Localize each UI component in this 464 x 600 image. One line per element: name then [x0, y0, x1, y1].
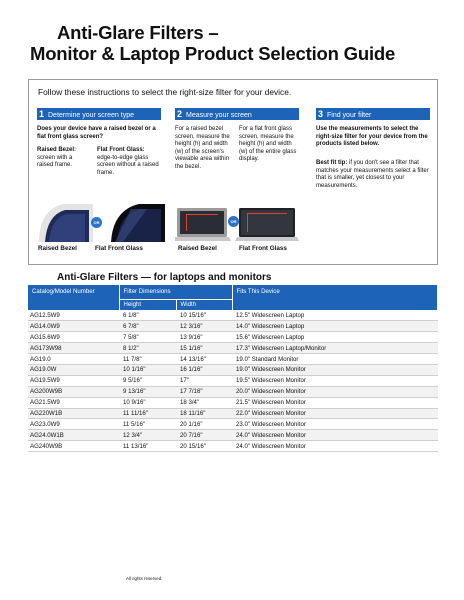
step-2-raised-text: For a raised bezel screen, measure the height (h) and width (w) of the screen's viewable area within the bezel. [175, 126, 230, 170]
cell-model: AG14.0W9 [28, 321, 119, 332]
step-1-raised-text: screen with a raised frame. [37, 154, 73, 169]
table-row [28, 441, 438, 452]
step-2-caption-flat: Flat Front Glass [239, 245, 287, 252]
cell-width: 16 1/16" [176, 364, 232, 375]
step-3-tip-title: Best fit tip: [316, 160, 348, 166]
step-3-tip-text: if you don't see a filter that matches your measurements select a filter that is smaller, yet closest to your measurements. [316, 160, 429, 189]
cell-model: AG12.5W9 [28, 310, 119, 321]
table-row [28, 332, 438, 343]
cell-model: AG200W9B [28, 386, 119, 397]
table-row [28, 408, 438, 419]
cell-height: 6 7/8" [119, 321, 176, 332]
cell-width: 10 15/16" [176, 310, 232, 321]
header-dimensions: Filter Dimensions [119, 285, 232, 299]
step-3-number: 3 [317, 109, 323, 119]
cell-model: AG23.0W9 [28, 419, 119, 430]
instructions-box [28, 79, 438, 265]
cell-fits: 23.0" Widescreen Monitor [232, 419, 438, 430]
title-line-2: Monitor & Laptop Product Selection Guide [30, 43, 396, 64]
cell-height: 11 5/16" [119, 419, 176, 430]
cell-height: 9 13/16" [119, 386, 176, 397]
cell-fits: 19.0" Standard Monitor [232, 354, 438, 365]
cell-height: 11 7/8" [119, 354, 176, 365]
table-row [28, 310, 438, 321]
cell-height: 10 1/16" [119, 364, 176, 375]
step-2-caption-raised: Raised Bezel [178, 245, 217, 252]
cell-width: 14 13/16" [176, 354, 232, 365]
cell-model: AG15.6W9 [28, 332, 119, 343]
step-3-label: Find your filter [327, 112, 372, 119]
cell-fits: 21.5" Widescreen Monitor [232, 397, 438, 408]
title-line-1: Anti-Glare Filters – [57, 22, 219, 43]
step-1-caption-raised: Raised Bezel [38, 245, 77, 252]
table-row [28, 397, 438, 408]
step-2-label: Measure your screen [186, 112, 252, 119]
table-row [28, 321, 438, 332]
step-1-or-badge: OR [91, 217, 102, 228]
cell-height: 8 1/2" [119, 343, 176, 354]
cell-model: AG173W98 [28, 343, 119, 354]
flat-glass-laptop-image [235, 208, 299, 241]
step-1-caption-flat: Flat Front Glass [95, 245, 143, 252]
step-2-flat-text: For a flat front glass screen, measure the height (h) and width (w) of the entire glass display. [239, 126, 297, 163]
raised-bezel-laptop-image [175, 208, 231, 241]
table-row [28, 430, 438, 441]
header-model: Catalog/Model Number [28, 285, 119, 310]
table-row [28, 419, 438, 430]
cell-fits: 15.6" Widescreen Laptop [232, 332, 438, 343]
cell-fits: 19.5" Widescreen Monitor [232, 375, 438, 386]
cell-width: 17 7/16" [176, 386, 232, 397]
instructions-intro: Follow these instructions to select the right-size filter for your device. [38, 87, 292, 97]
step-1-raised-title: Raised Bezel: [37, 147, 77, 153]
cell-height: 11 13/16" [119, 441, 176, 452]
table-row [28, 343, 438, 354]
cell-width: 15 1/16" [176, 343, 232, 354]
cell-model: AG240W9B [28, 441, 119, 452]
flat-glass-image [111, 204, 165, 242]
laptop-measure-illustration [175, 207, 301, 243]
cell-width: 20 7/16" [176, 430, 232, 441]
step-2-number: 2 [176, 109, 182, 119]
table-row [28, 364, 438, 375]
cell-model: AG19.5W9 [28, 375, 119, 386]
step-1-question: Does your device have a raised bezel or a flat front glass screen? [37, 126, 156, 140]
cell-height: 7 5/8" [119, 332, 176, 343]
step-1-header [37, 108, 161, 120]
table-row [28, 375, 438, 386]
cell-fits: 22.0" Widescreen Monitor [232, 408, 438, 419]
step-3-text: Use the measurements to select the right-size filter for your device from the products listed below. [316, 126, 428, 148]
cell-height: 9 5/16" [119, 375, 176, 386]
header-height: Height [119, 299, 176, 310]
table-title: Anti-Glare Filters — for laptops and monitors [57, 272, 272, 283]
cell-fits: 20.0" Widescreen Monitor [232, 386, 438, 397]
cell-height: 6 1/8" [119, 310, 176, 321]
cell-fits: 19.0" Widescreen Monitor [232, 364, 438, 375]
step-2-or-badge: OR [228, 216, 239, 227]
step-1-label: Determine your screen type [48, 112, 134, 119]
products-table [28, 285, 438, 452]
cell-model: AG220W1B [28, 408, 119, 419]
cell-model: AG19.0 [28, 354, 119, 365]
cell-fits: 14.0" Widescreen Laptop [232, 321, 438, 332]
step-2-header [175, 108, 299, 120]
cell-fits: 24.0" Widescreen Monitor [232, 441, 438, 452]
header-width: Width [176, 299, 232, 310]
page-title [30, 22, 450, 64]
header-fits: Fits This Device [232, 285, 438, 310]
table-row [28, 354, 438, 365]
table-row [28, 386, 438, 397]
cell-width: 17" [176, 375, 232, 386]
cell-width: 20 15/16" [176, 441, 232, 452]
cell-fits: 24.0" Widescreen Monitor [232, 430, 438, 441]
cell-fits: 17.3" Widescreen Laptop/Monitor [232, 343, 438, 354]
cell-fits: 12.5" Widescreen Laptop [232, 310, 438, 321]
cell-height: 10 9/16" [119, 397, 176, 408]
raised-bezel-image [39, 204, 93, 242]
cell-height: 11 11/16" [119, 408, 176, 419]
step-1-flat-desc [97, 147, 159, 177]
cell-height: 12 3/4" [119, 430, 176, 441]
cell-width: 13 9/16" [176, 332, 232, 343]
cell-width: 18 3/4" [176, 397, 232, 408]
step-3-header [316, 108, 430, 120]
step-1-flat-title: Flat Front Glass: [97, 147, 145, 153]
step-1-raised-desc [37, 147, 89, 170]
step-1-flat-text: edge-to-edge glass screen without a raised frame. [97, 154, 159, 176]
cell-width: 18 11/16" [176, 408, 232, 419]
cell-width: 20 1/16" [176, 419, 232, 430]
footer-rights: All rights reserved. [126, 576, 163, 581]
cell-model: AG21.5W9 [28, 397, 119, 408]
cell-width: 12 3/16" [176, 321, 232, 332]
cell-model: AG19.0W [28, 364, 119, 375]
step-1-number: 1 [38, 109, 44, 119]
cell-model: AG24.0W1B [28, 430, 119, 441]
step-3-tip [316, 160, 430, 190]
